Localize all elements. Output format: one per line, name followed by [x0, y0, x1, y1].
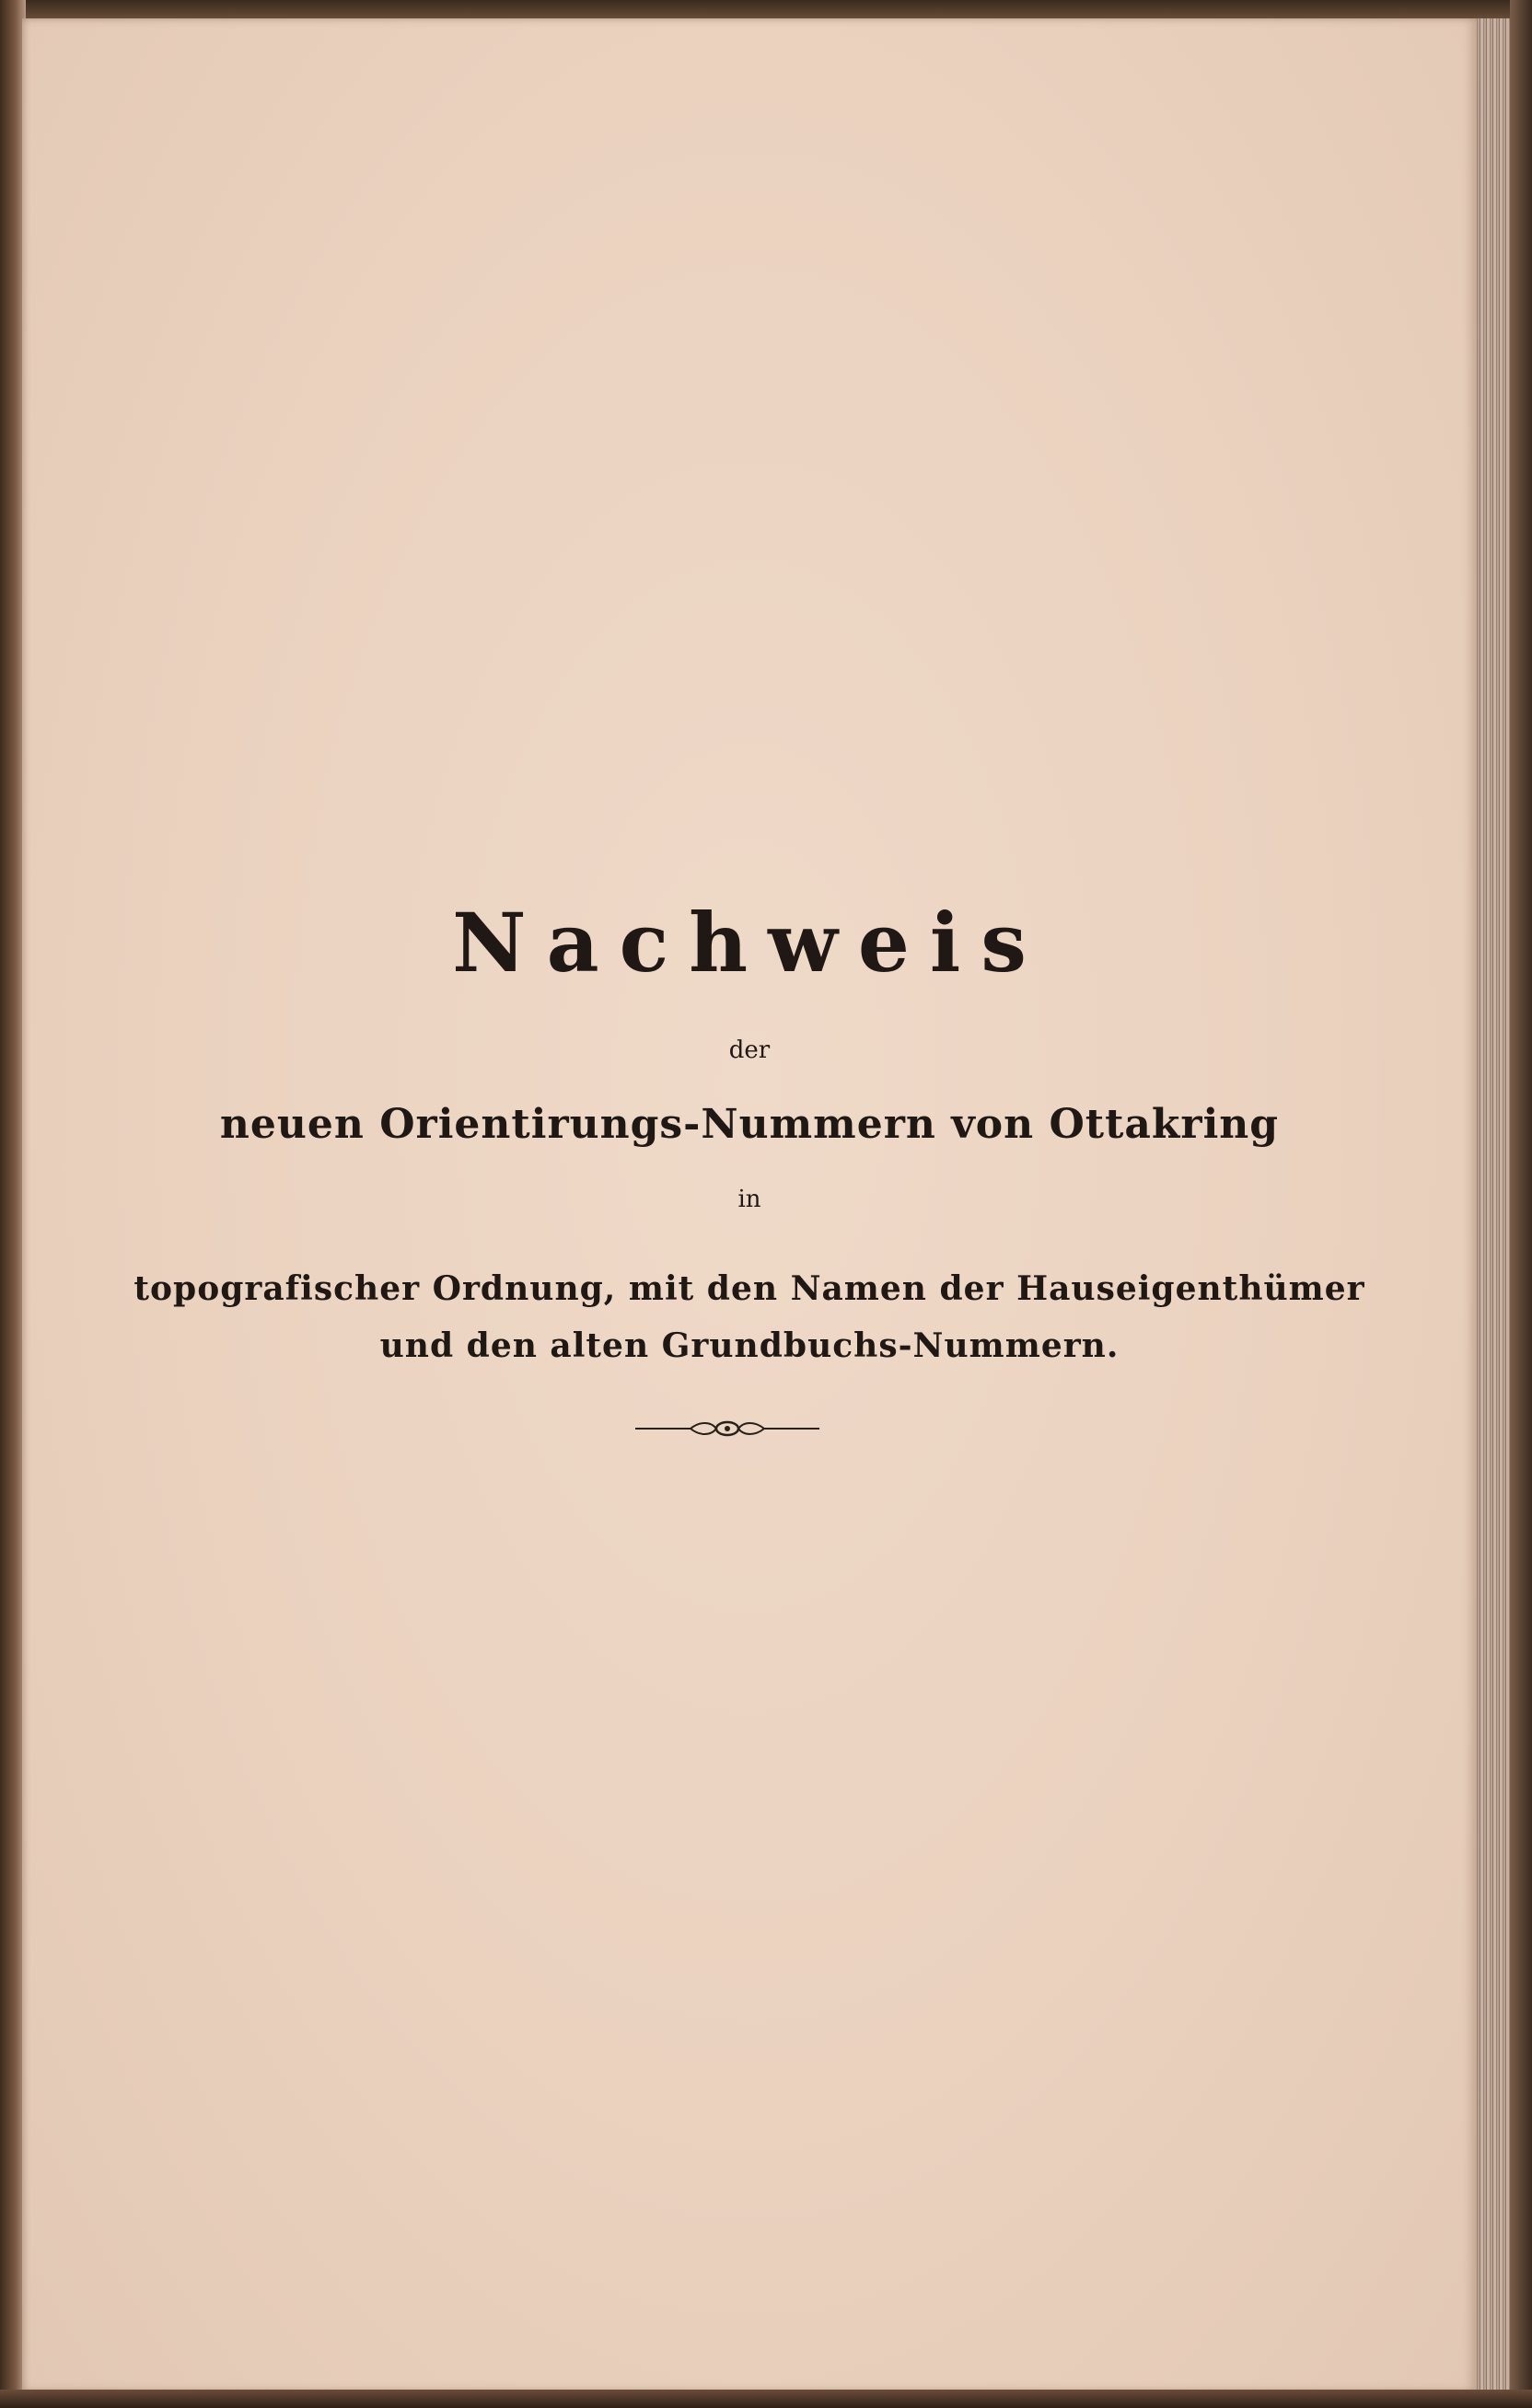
ornament-divider-icon: [635, 1418, 819, 1440]
book-cover-right-edge: [1510, 0, 1532, 2408]
book-cover-top-edge: [0, 0, 1532, 20]
subtitle: neuen Orientirungs-Nummern von Ottakring: [219, 1101, 1280, 1148]
description-line-1: topografischer Ordnung, mit den Namen der Hauseigenthümer: [133, 1269, 1365, 1308]
description-line-2: und den alten Grundbuchs-Nummern.: [379, 1326, 1120, 1365]
connector-in: in: [737, 1186, 761, 1213]
main-title: Nachweis: [452, 895, 1047, 990]
book-page: [22, 18, 1477, 2391]
connector-der: der: [728, 1036, 771, 1064]
book-cover-bottom-edge: [0, 2390, 1532, 2408]
